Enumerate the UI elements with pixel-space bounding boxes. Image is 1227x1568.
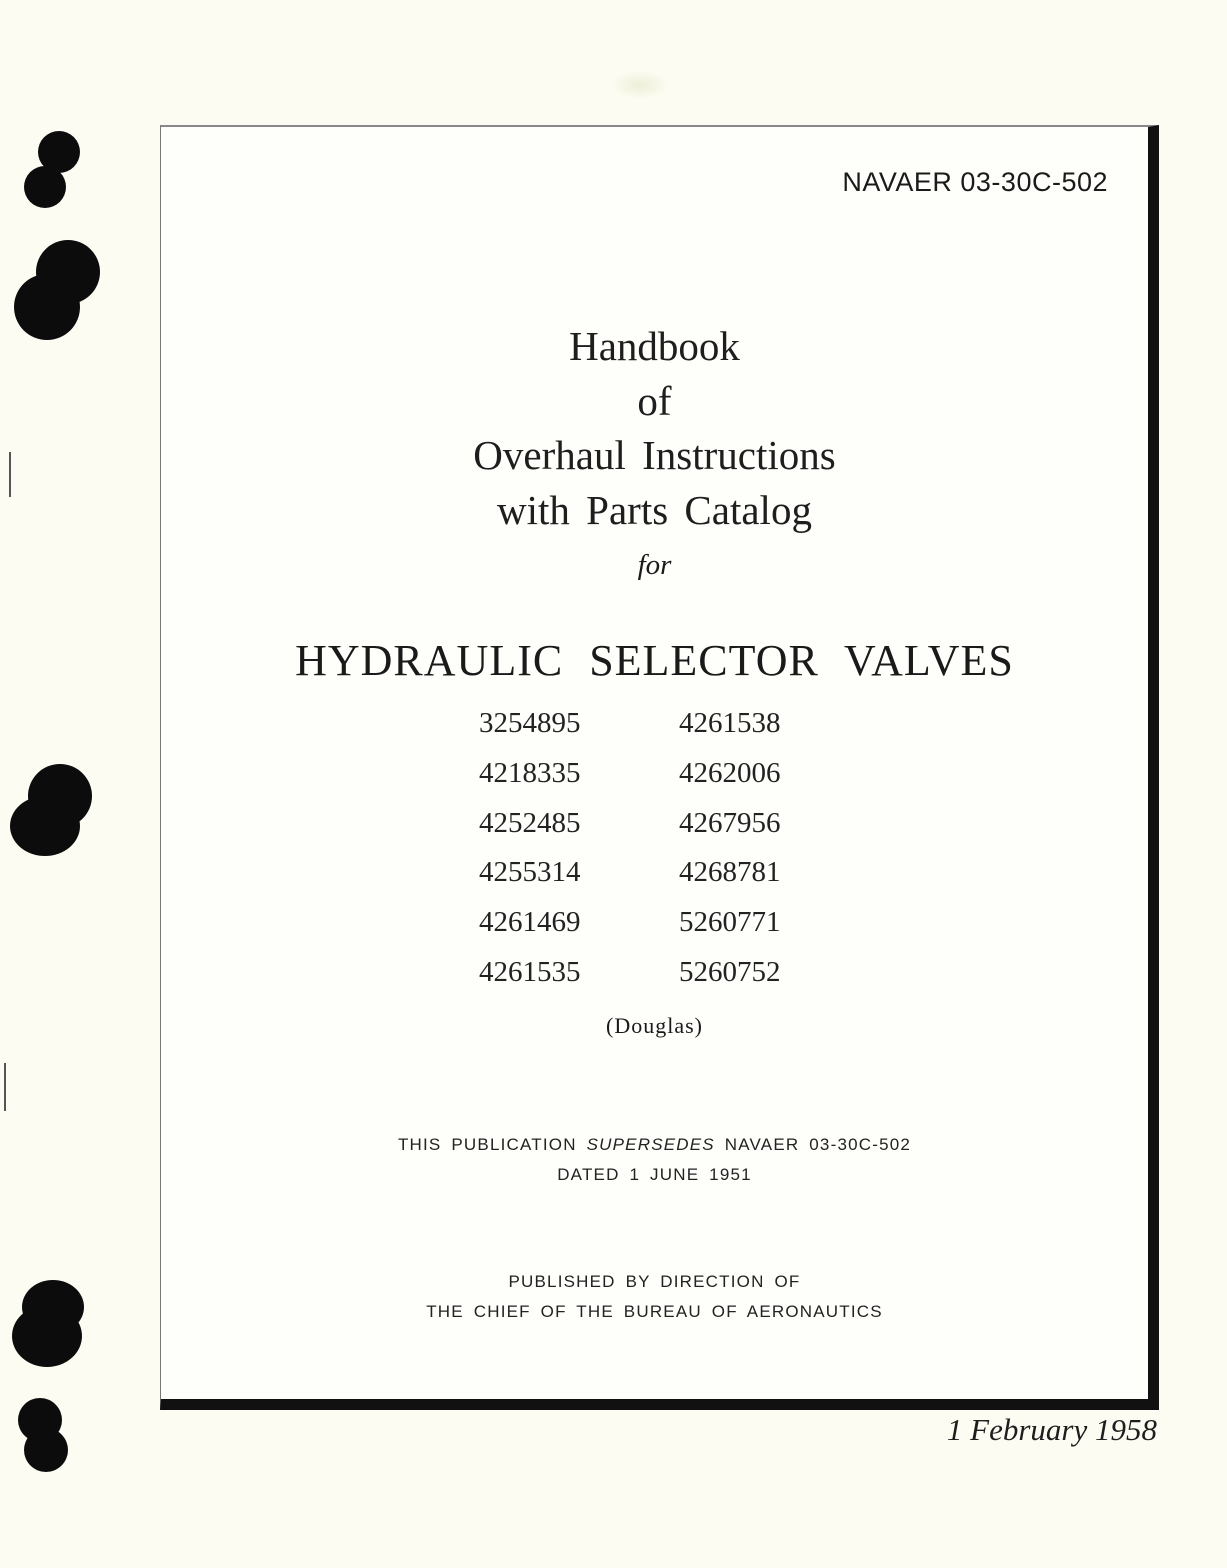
publication-date: 1 February 1958 [946,1412,1157,1447]
supersedes-date: DATED 1 JUNE 1951 [557,1165,752,1184]
supersedes-notice [161,1130,1148,1190]
part-number: 4261469 [479,906,581,939]
cover-frame [160,125,1159,1410]
supersedes-line-1 [161,1130,1148,1160]
document-number: NAVAER 03-30C-502 [842,167,1108,197]
part-number: 5260771 [679,906,781,939]
title-line-handbook: Handbook [569,323,740,369]
binder-hole [14,274,80,340]
part-number: 4218335 [479,756,581,789]
binder-hole [12,1305,82,1367]
manufacturer: (Douglas) [606,1013,703,1038]
part-number: 3254895 [479,707,581,739]
publisher-line-1: PUBLISHED BY DIRECTION OF [508,1272,801,1291]
title-line-overhaul: Overhaul Instructions [473,432,836,478]
part-number-list [479,699,879,998]
binder-hole [24,166,66,208]
part-number: 4261538 [679,707,781,739]
title-line-parts-catalog: with Parts Catalog [497,486,812,533]
part-number: 4252485 [479,806,581,839]
publisher-line-2: THE CHIEF OF THE BUREAU OF AERONAUTICS [426,1302,883,1321]
publisher-notice [161,1267,1148,1327]
part-number: 4262006 [679,756,781,789]
part-number: 4261535 [479,955,581,988]
part-number: 4268781 [679,856,781,889]
paper-smudge [610,70,670,100]
part-number: 4255314 [479,856,581,889]
supersedes-reference: NAVAER 03-30C-502 [724,1135,912,1154]
margin-mark [4,1063,6,1111]
title-block [161,319,1148,585]
margin-mark [9,452,11,497]
binder-hole [10,796,80,856]
subject-title: HYDRAULIC SELECTOR VALVES [295,636,1014,685]
part-number: 5260752 [679,955,781,988]
for-label: for [637,549,672,581]
title-line-of: of [637,377,672,424]
binder-hole [24,1428,68,1472]
supersedes-prefix: THIS PUBLICATION [397,1135,577,1154]
part-number: 4267956 [679,806,781,839]
supersedes-verb: SUPERSEDES [586,1135,715,1154]
